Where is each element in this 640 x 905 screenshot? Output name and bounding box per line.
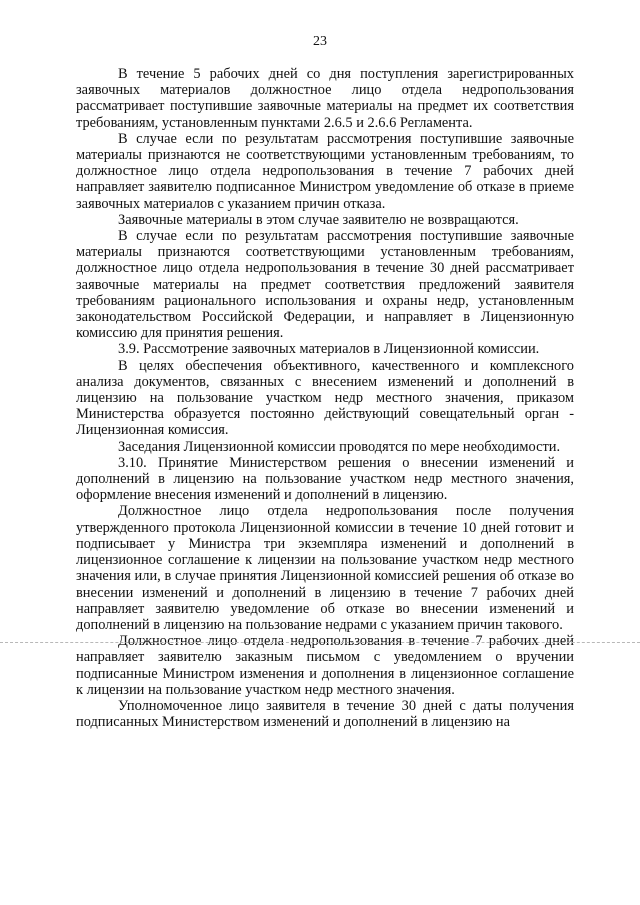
paragraph-commission-formation: В целях обеспечения объективного, качественного и комплексного анализа документов, связанных с внесением изменений и дополнений в лицензию на пользование участком недр местного значения, приказом Министерства образуется постоянно действующий совещательный орган - Лицензионная комиссия. — [76, 357, 574, 439]
section-heading-3-9: 3.9. Рассмотрение заявочных материалов в Лицензионной комиссии. — [118, 341, 540, 358]
paragraph-materials-not-returned: Заявочные материалы в этом случае заявителю не возвращаются. — [118, 211, 519, 228]
paragraph-protocol-preparation: Должностное лицо отдела недропользования после получения утвержденного протокола Лицензионной комиссии в течение 10 дней готовит и подписывает у Министра три экземпляра изменений и дополнений в лицензионное соглашение к лицензии на пользование участком недр местного значения или, в случае принятия Лицензионной комиссией решения об отказе во внесении изменений и дополнений в лицензию в течение 7 рабочих дней направляет заявителю уведомление об отказе во внесении изменений и дополнений в лицензию на пользование недрами с указанием причин такового. — [76, 503, 574, 633]
paragraph-review-5-days: В течение 5 рабочих дней со дня поступления зарегистрированных заявочных материалов должностное лицо отдела недропользования рассматривает поступившие заявочные материалы на предмет их соответствия требованиям, установленным пунктами 2.6.5 и 2.6.6 Регламента. — [76, 66, 574, 131]
paragraph-refusal-notice: В случае если по результатам рассмотрения поступившие заявочные материалы признаются не соответствующими установленным требованиям, то должностное лицо отдела недропользования в течение 7 рабочих дней направляет заявителю подписанное Министром уведомление об отказе в приеме заявочных материалов с указанием причин отказа. — [76, 130, 574, 212]
page-number: 23 — [313, 34, 327, 49]
paragraph-registered-letter: Должностное лицо отдела недропользования в течение 7 рабочих дней направляет заявителю заказным письмом с уведомлением о вручении подписанные Министром изменения и дополнения в лицензионное соглашение к лицензии на пользование участком недр местного значения. — [76, 633, 574, 698]
section-heading-3-10: 3.10. Принятие Министерством решения о внесении изменений и дополнений в лицензию на пользование участком недр местного значения, оформление внесения изменений и дополнений в лицензию. — [76, 454, 574, 504]
scan-artifact-dashed-line — [0, 642, 640, 643]
paragraph-compliance-review: В случае если по результатам рассмотрения поступившие заявочные материалы признаются соответствующими установленным требованиям, должностное лицо отдела недропользования в течение 30 дней рассматривает заявочные материалы на предмет соответствия предложений заявителя требованиям рационального использования и охраны недр, установленным законодательством Российской Федерации, и направляет в Лицензионную комиссию для принятия решения. — [76, 228, 574, 342]
paragraph-commission-meetings: Заседания Лицензионной комиссии проводятся по мере необходимости. — [118, 438, 561, 455]
document-body — [76, 66, 574, 730]
paragraph-authorized-person: Уполномоченное лицо заявителя в течение 30 дней с даты получения подписанных Министерством изменений и дополнений в лицензию на — [76, 697, 574, 731]
